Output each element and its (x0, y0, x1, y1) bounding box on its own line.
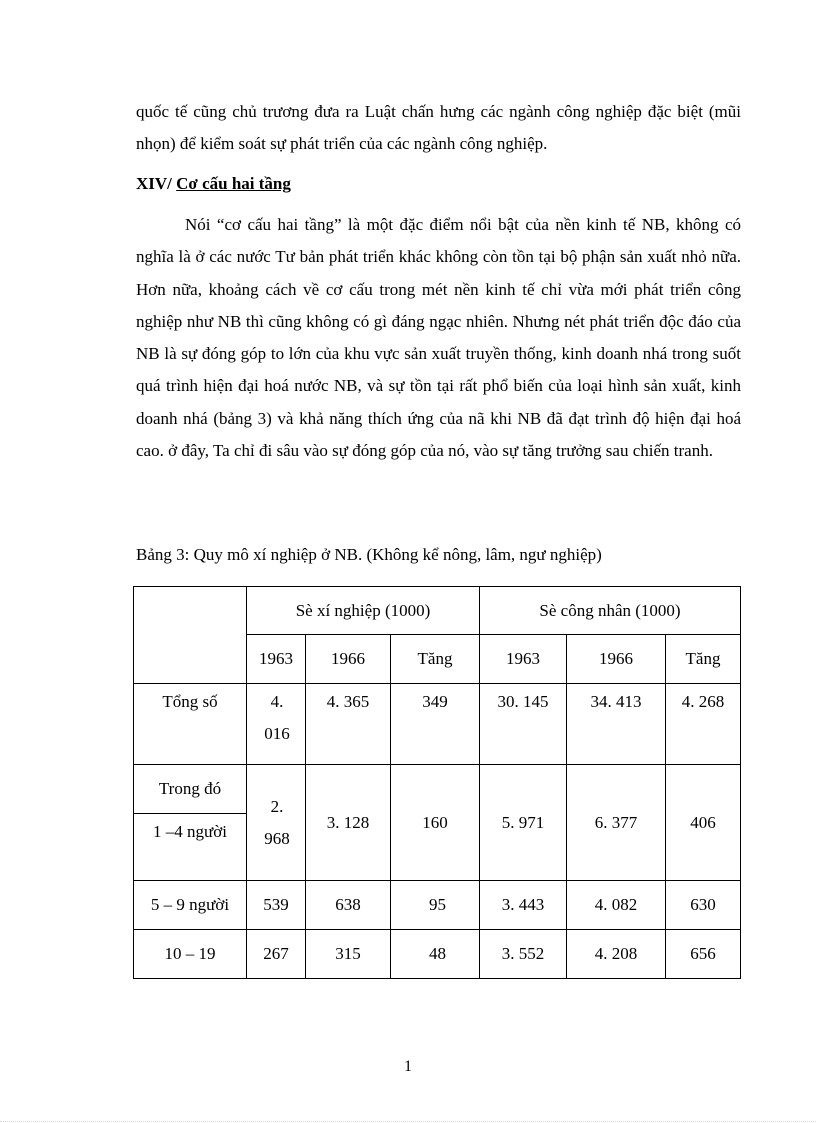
header-workers-increase: Tăng (666, 635, 741, 684)
row-label-total: Tổng số (134, 684, 247, 765)
cell: 349 (391, 684, 480, 765)
section-number: XIV/ (136, 174, 177, 193)
section-title: Cơ cấu hai tầng (176, 174, 291, 193)
cell: 638 (306, 881, 391, 930)
header-enterprises-1966: 1966 (306, 635, 391, 684)
cell: 6. 377 (567, 765, 666, 881)
header-enterprises-increase: Tăng (391, 635, 480, 684)
table-row (134, 684, 741, 765)
header-workers-1963: 1963 (480, 635, 567, 684)
header-enterprises-1963: 1963 (247, 635, 306, 684)
cell: 4. 082 (567, 881, 666, 930)
cell: 3. 443 (480, 881, 567, 930)
cell: 34. 413 (567, 684, 666, 765)
paragraph-intro: quốc tế cũng chủ trương đưa ra Luật chấn hưng các ngành công nghiệp đặc biệt (mũi nhọn) để kiểm soát sự phát triển của các ngành công nghiệp. (136, 102, 741, 154)
row-label-10-19: 10 – 19 (134, 930, 247, 979)
section-heading (136, 174, 291, 194)
table-corner-cell (134, 587, 247, 684)
cell: 160 (391, 765, 480, 881)
cell: 5. 971 (480, 765, 567, 881)
table-row (134, 765, 741, 814)
cell: 4. 365 (306, 684, 391, 765)
table-caption: Bảng 3: Quy mô xí nghiệp ở NB. (Không kể nông, lâm, ngư nghiệp) (136, 545, 602, 564)
table-row (134, 930, 741, 979)
cell: 656 (666, 930, 741, 979)
row-label-among: Trong đó (134, 765, 247, 814)
cell: 406 (666, 765, 741, 881)
cell: 3. 128 (306, 765, 391, 881)
cell: 4. 208 (567, 930, 666, 979)
cell: 4. 268 (666, 684, 741, 765)
page-bottom-divider (0, 1121, 816, 1122)
header-enterprises: Sè xí nghiệp (1000) (247, 587, 480, 635)
cell: 2. 968 (247, 765, 306, 881)
cell: 3. 552 (480, 930, 567, 979)
cell: 48 (391, 930, 480, 979)
enterprise-size-table (133, 586, 741, 979)
cell: 267 (247, 930, 306, 979)
row-label-5-9: 5 – 9 người (134, 881, 247, 930)
cell: 539 (247, 881, 306, 930)
header-workers-1966: 1966 (567, 635, 666, 684)
paragraph-two-tier-structure: Nói “cơ cấu hai tầng” là một đặc điểm nổi bật của nền kinh tế NB, không có nghĩa là ở các nước Tư bản phát triển khác không còn tồn tại bộ phận sản xuất nhỏ nữa. Hơn nữa, khoảng cách về cơ cấu trong mét nền kinh tế chỉ vừa mới phát triển công nghiệp như NB thì cũng không có gì đáng ngạc nhiên. Nhưng nét phát triển độc đáo của NB là sự đóng góp to lớn của khu vực sản xuất truyền thống, kinh doanh nhá trong suốt quá trình hiện đại hoá nước NB, và sự tồn tại rất phổ biến của loại hình sản xuất, kinh doanh nhá (bảng 3) và khả năng thích ứng của nã khi NB đã đạt trình độ hiện đại hoá cao. ở đây, Ta chỉ đi sâu vào sự đóng góp của nó, vào sự tăng trưởng sau chiến tranh. (136, 215, 741, 461)
row-label-1-4: 1 –4 người (134, 814, 247, 881)
cell: 315 (306, 930, 391, 979)
page-number: 1 (404, 1058, 412, 1075)
header-workers: Sè công nhân (1000) (480, 587, 741, 635)
cell: 30. 145 (480, 684, 567, 765)
cell: 95 (391, 881, 480, 930)
cell: 4. 016 (247, 684, 306, 765)
table-row (134, 881, 741, 930)
cell: 630 (666, 881, 741, 930)
